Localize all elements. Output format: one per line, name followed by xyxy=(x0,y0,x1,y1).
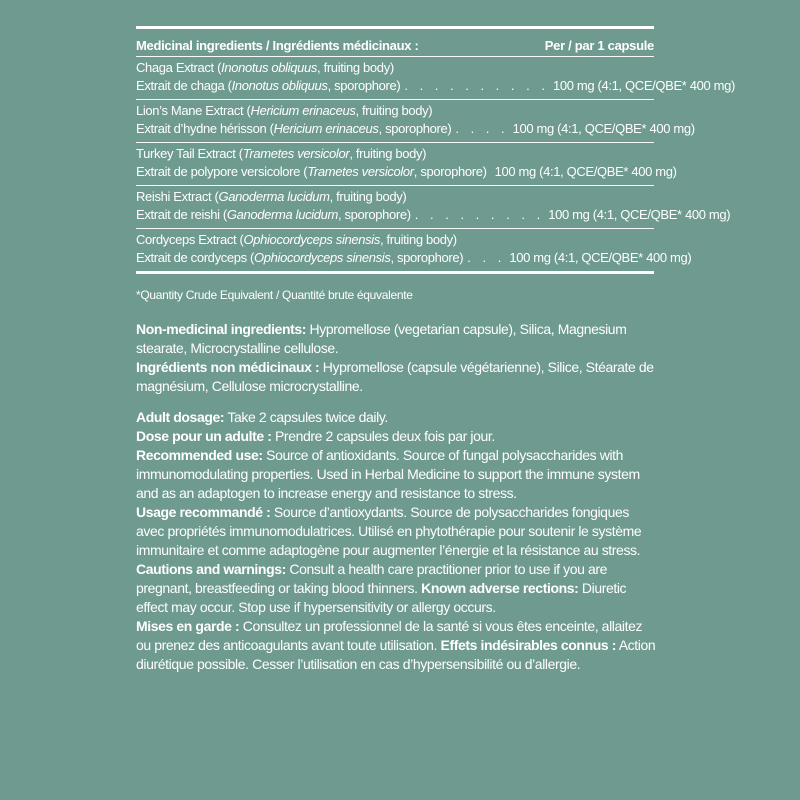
ingredient-row xyxy=(136,143,677,185)
divider xyxy=(136,142,654,143)
ingredient-row xyxy=(136,229,692,271)
cautions-fr: Mises en garde : Consultez un professionnel de la santé si vous êtes enceinte, allaitez ou prenez des anticoagulants avant toute utilisation. Effets indésirables connus : Action diurétique possible. Cesser l’utilisation en cas d’hypersensibilité ou d’allergie. xyxy=(136,618,656,672)
ingredient-row xyxy=(136,57,736,99)
ingredient-row xyxy=(136,186,731,228)
cautions-en: Cautions and warnings: Consult a health care practitioner prior to use if you are pregnant, breastfeeding or taking blood thinners. Known adverse rections: Diuretic effect may occur. Stop use if hypersensitivity or allergy occurs. xyxy=(136,561,627,615)
footnote: *Quantity Crude Equivalent / Quantité brute équvalente xyxy=(136,288,413,302)
recommended-use-en: Recommended use: Source of antioxidants. Source of fungal polysaccharides with immunomodulating properties. Used in Herbal Medicine to support the immune system and as an adaptogen to increase energy and resistance to stress. xyxy=(136,447,640,501)
table-header xyxy=(136,29,654,56)
ingredient-amount: 100 mg (4:1, QCE/QBE* 400 mg) xyxy=(509,250,692,265)
leader-dots: . . . . . . . . . . xyxy=(404,78,549,93)
ingredient-name-en: Cordyceps Extract (Ophiocordyceps sinensis, fruiting body) xyxy=(136,232,457,247)
ingredient-amount: 100 mg (4:1, QCE/QBE* 400 mg) xyxy=(512,121,695,136)
adult-dosage-en: Adult dosage: Take 2 capsules twice daily. xyxy=(136,409,388,425)
ingredient-amount: 100 mg (4:1, QCE/QBE* 400 mg) xyxy=(552,78,736,93)
supplement-facts-label xyxy=(136,26,736,674)
ingredient-name-en: Lion’s Mane Extract (Hericium erinaceus, fruiting body) xyxy=(136,103,433,118)
ingredient-name-fr: Extrait de polypore versicolore (Trametes versicolor, sporophore) 100 mg (4:1, QCE/QBE* 400 mg) xyxy=(136,164,677,179)
ingredient-name-fr: Extrait de cordyceps (Ophiocordyceps sinensis, sporophore) . . . 100 mg (4:1, QCE/QBE* 400 mg) xyxy=(136,250,692,265)
dosage-section xyxy=(136,408,656,674)
divider xyxy=(136,99,654,100)
leader-dots: . . . . xyxy=(455,121,509,136)
ingredient-name-fr: Extrait de chaga (Inonotus obliquus, sporophore) . . . . . . . . . . 100 mg (4:1, QCE/QBE* 400 mg) xyxy=(136,78,736,93)
ingredient-name-en: Reishi Extract (Ganoderma lucidum, fruiting body) xyxy=(136,189,407,204)
ingredient-name-fr: Extrait de reishi (Ganoderma lucidum, sporophore) . . . . . . . . . 100 mg (4:1, QCE/QBE* 400 mg) xyxy=(136,207,731,222)
ingredient-list xyxy=(136,57,736,274)
ingredient-name-en: Turkey Tail Extract (Trametes versicolor, fruiting body) xyxy=(136,146,427,161)
ingredient-amount: 100 mg (4:1, QCE/QBE* 400 mg) xyxy=(494,164,677,179)
non-medicinal-en: Non-medicinal ingredients: Hypromellose (vegetarian capsule), Silica, Magnesium stearate, Microcrystalline cellulose. xyxy=(136,321,627,356)
adult-dosage-fr: Dose pour un adulte : Prendre 2 capsules deux fois par jour. xyxy=(136,428,495,444)
divider xyxy=(136,185,654,186)
ingredient-name-en: Chaga Extract (Inonotus obliquus, fruiting body) xyxy=(136,60,394,75)
recommended-use-fr: Usage recommandé : Source d’antioxydants. Source de polysaccharides fongiques avec propriétés immunomodulatrices. Utilisé en phytothérapie pour soutenir le système immunitaire et comme adaptogène pour augmenter l’énergie et la résistance au stress. xyxy=(136,504,642,558)
divider xyxy=(136,228,654,229)
non-medicinal-section xyxy=(136,320,656,396)
header-ingredients: Medicinal ingredients / Ingrédients médicinaux : xyxy=(136,38,419,53)
ingredient-name-fr: Extrait d’hydne hérisson (Hericium erinaceus, sporophore) . . . . 100 mg (4:1, QCE/QBE* 400 mg) xyxy=(136,121,695,136)
ingredient-amount: 100 mg (4:1, QCE/QBE* 400 mg) xyxy=(548,207,731,222)
leader-dots: . . . xyxy=(467,250,506,265)
divider xyxy=(136,271,654,274)
ingredient-row xyxy=(136,100,695,142)
header-per-capsule: Per / par 1 capsule xyxy=(544,38,654,53)
leader-dots: . . . . . . . . . xyxy=(414,207,545,222)
divider xyxy=(136,56,654,57)
non-medicinal-fr: Ingrédients non médicinaux : Hypromellose (capsule végétarienne), Silice, Stéarate de magnésium, Cellulose microcrystalline. xyxy=(136,359,654,394)
